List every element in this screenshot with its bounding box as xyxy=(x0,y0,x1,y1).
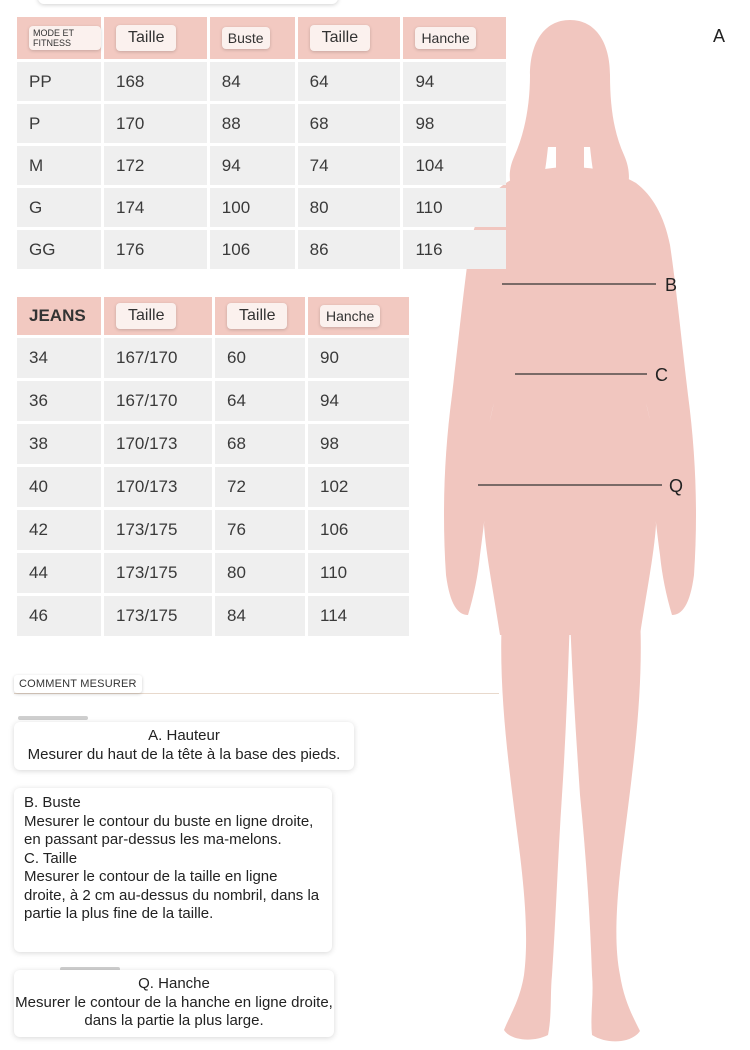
value-cell: 100 xyxy=(210,188,295,227)
marker-c: C xyxy=(655,365,668,385)
table-row xyxy=(17,104,506,143)
value-cell: 98 xyxy=(308,424,409,464)
size-cell: 40 xyxy=(17,467,101,507)
fitness-size-table xyxy=(14,14,509,272)
table-row xyxy=(17,424,409,464)
fitness-header: Taille xyxy=(104,17,207,59)
value-cell: 167/170 xyxy=(104,338,212,378)
ghost-text-line xyxy=(18,716,88,720)
instruction-card-bust-waist xyxy=(14,788,332,952)
value-cell: 106 xyxy=(308,510,409,550)
instruction-card-hip xyxy=(14,970,334,1037)
fitness-header: Buste xyxy=(210,17,295,59)
value-cell: 173/175 xyxy=(104,553,212,593)
jeans-title-cell xyxy=(17,297,101,335)
marker-q: Q xyxy=(669,476,684,496)
jeans-size-table xyxy=(14,294,412,639)
value-cell: 167/170 xyxy=(104,381,212,421)
value-cell: 88 xyxy=(210,104,295,143)
value-cell: 110 xyxy=(403,188,506,227)
value-cell: 173/175 xyxy=(104,510,212,550)
value-cell: 106 xyxy=(210,230,295,269)
value-cell: 94 xyxy=(403,62,506,101)
instruction-title: B. Buste xyxy=(24,794,81,811)
value-cell: 72 xyxy=(215,467,305,507)
instruction-title: A. Hauteur xyxy=(148,727,220,744)
value-cell: 176 xyxy=(104,230,207,269)
marker-b: B xyxy=(665,275,678,295)
value-cell: 90 xyxy=(308,338,409,378)
section-divider xyxy=(14,693,499,694)
section-label: COMMENT MESURER xyxy=(14,675,142,693)
value-cell: 104 xyxy=(403,146,506,185)
value-cell: 86 xyxy=(298,230,401,269)
value-cell: 84 xyxy=(215,596,305,636)
jeans-header: Taille xyxy=(215,297,305,335)
instruction-text: Mesurer le contour de la hanche en ligne droite, dans la partie la plus large. xyxy=(15,993,333,1029)
marker-a: A xyxy=(713,26,726,46)
fitness-title: MODE ET FITNESS xyxy=(29,26,101,50)
value-cell: 84 xyxy=(210,62,295,101)
value-cell: 80 xyxy=(215,553,305,593)
size-cell: G xyxy=(17,188,101,227)
instruction-title: Q. Hanche xyxy=(138,975,210,992)
table-row xyxy=(17,510,409,550)
value-cell: 173/175 xyxy=(104,596,212,636)
size-cell: 42 xyxy=(17,510,101,550)
instruction-text: Mesurer le contour de la taille en ligne droite, à 2 cm au-dessus du nombril, dans la partie la plus fine de la taille. xyxy=(24,868,320,922)
value-cell: 68 xyxy=(298,104,401,143)
table-row xyxy=(17,381,409,421)
table-row xyxy=(17,553,409,593)
size-cell: 46 xyxy=(17,596,101,636)
fitness-title-cell xyxy=(17,17,101,59)
instruction-text: Mesurer du haut de la tête à la base des pieds. xyxy=(27,745,341,763)
instruction-text: Mesurer le contour du buste en ligne droite, en passant par-dessus les ma-melons. xyxy=(24,812,314,848)
value-cell: 80 xyxy=(298,188,401,227)
fitness-header: Hanche xyxy=(403,17,506,59)
value-cell: 64 xyxy=(298,62,401,101)
jeans-header: Hanche xyxy=(308,297,409,335)
size-cell: PP xyxy=(17,62,101,101)
top-card-fragment xyxy=(38,0,338,4)
table-row xyxy=(17,188,506,227)
value-cell: 74 xyxy=(298,146,401,185)
value-cell: 174 xyxy=(104,188,207,227)
size-cell: 34 xyxy=(17,338,101,378)
table-row xyxy=(17,338,409,378)
size-cell: 44 xyxy=(17,553,101,593)
instruction-card-height xyxy=(14,722,354,770)
fitness-header: Taille xyxy=(298,17,401,59)
size-cell: P xyxy=(17,104,101,143)
value-cell: 102 xyxy=(308,467,409,507)
value-cell: 170 xyxy=(104,104,207,143)
value-cell: 64 xyxy=(215,381,305,421)
table-row xyxy=(17,230,506,269)
table-row xyxy=(17,596,409,636)
value-cell: 170/173 xyxy=(104,424,212,464)
value-cell: 172 xyxy=(104,146,207,185)
value-cell: 68 xyxy=(215,424,305,464)
size-cell: 36 xyxy=(17,381,101,421)
instruction-title: C. Taille xyxy=(24,849,78,867)
value-cell: 114 xyxy=(308,596,409,636)
table-row xyxy=(17,146,506,185)
value-cell: 94 xyxy=(210,146,295,185)
value-cell: 168 xyxy=(104,62,207,101)
jeans-header: Taille xyxy=(104,297,212,335)
value-cell: 98 xyxy=(403,104,506,143)
value-cell: 116 xyxy=(403,230,506,269)
size-cell: 38 xyxy=(17,424,101,464)
value-cell: 94 xyxy=(308,381,409,421)
table-row xyxy=(17,62,506,101)
value-cell: 60 xyxy=(215,338,305,378)
jeans-title: JEANS xyxy=(29,306,86,325)
value-cell: 110 xyxy=(308,553,409,593)
value-cell: 170/173 xyxy=(104,467,212,507)
table-row xyxy=(17,467,409,507)
value-cell: 76 xyxy=(215,510,305,550)
size-cell: GG xyxy=(17,230,101,269)
size-cell: M xyxy=(17,146,101,185)
